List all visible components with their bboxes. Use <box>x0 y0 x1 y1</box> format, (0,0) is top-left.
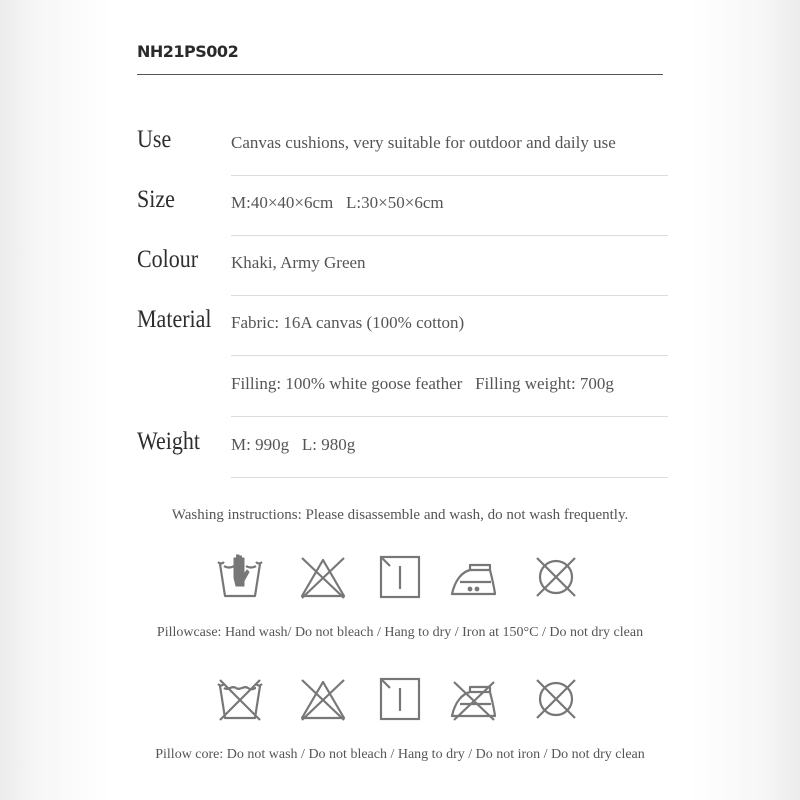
spec-value: Canvas cushions, very suitable for outdoor and daily use <box>231 133 616 152</box>
row-divider <box>231 477 668 478</box>
pillowcase-care-icons <box>0 552 800 602</box>
spec-value: Khaki, Army Green <box>231 253 366 272</box>
spec-label: Colour <box>137 246 199 273</box>
no-iron-icon <box>448 674 498 724</box>
hang-dry-icon <box>375 674 425 724</box>
hand-wash-icon <box>215 552 265 602</box>
spec-row-material <box>137 296 668 356</box>
spec-label: Size <box>137 186 175 213</box>
spec-value: Filling: 100% white goose feather Filling weight: 700g <box>231 374 614 393</box>
no-dry-clean-icon <box>531 674 581 724</box>
pillowcase-caption: Pillowcase: Hand wash/ Do not bleach / Hang to dry / Iron at 150°C / Do not dry clean <box>156 625 644 640</box>
spec-value: M: 990g L: 980g <box>231 435 356 454</box>
spec-label: Use <box>137 126 172 153</box>
pillow-core-care-icons <box>0 674 800 724</box>
header-divider <box>137 74 663 75</box>
no-dry-clean-icon <box>531 552 581 602</box>
product-code: NH21PS002 <box>137 42 239 61</box>
spec-row-filling <box>137 357 668 417</box>
spec-label: Material <box>137 306 212 333</box>
iron-icon <box>448 552 498 602</box>
spec-row-size <box>137 176 668 236</box>
pillow-core-caption: Pillow core: Do not wash / Do not bleach / Hang to dry / Do not iron / Do not dry clean <box>155 747 645 762</box>
no-bleach-icon <box>298 552 348 602</box>
no-bleach-icon <box>298 674 348 724</box>
washing-note: Washing instructions: Please disassemble and wash, do not wash frequently. <box>171 507 629 523</box>
hang-dry-icon <box>375 552 425 602</box>
row-divider <box>231 416 668 417</box>
spec-row-use <box>137 116 668 176</box>
spec-label: Weight <box>137 428 201 455</box>
spec-value: Fabric: 16A canvas (100% cotton) <box>231 313 465 332</box>
spec-row-weight <box>137 418 668 478</box>
no-wash-icon <box>215 674 265 724</box>
row-divider <box>231 355 668 356</box>
spec-row-colour <box>137 236 668 296</box>
spec-value: M:40×40×6cm L:30×50×6cm <box>231 193 444 212</box>
